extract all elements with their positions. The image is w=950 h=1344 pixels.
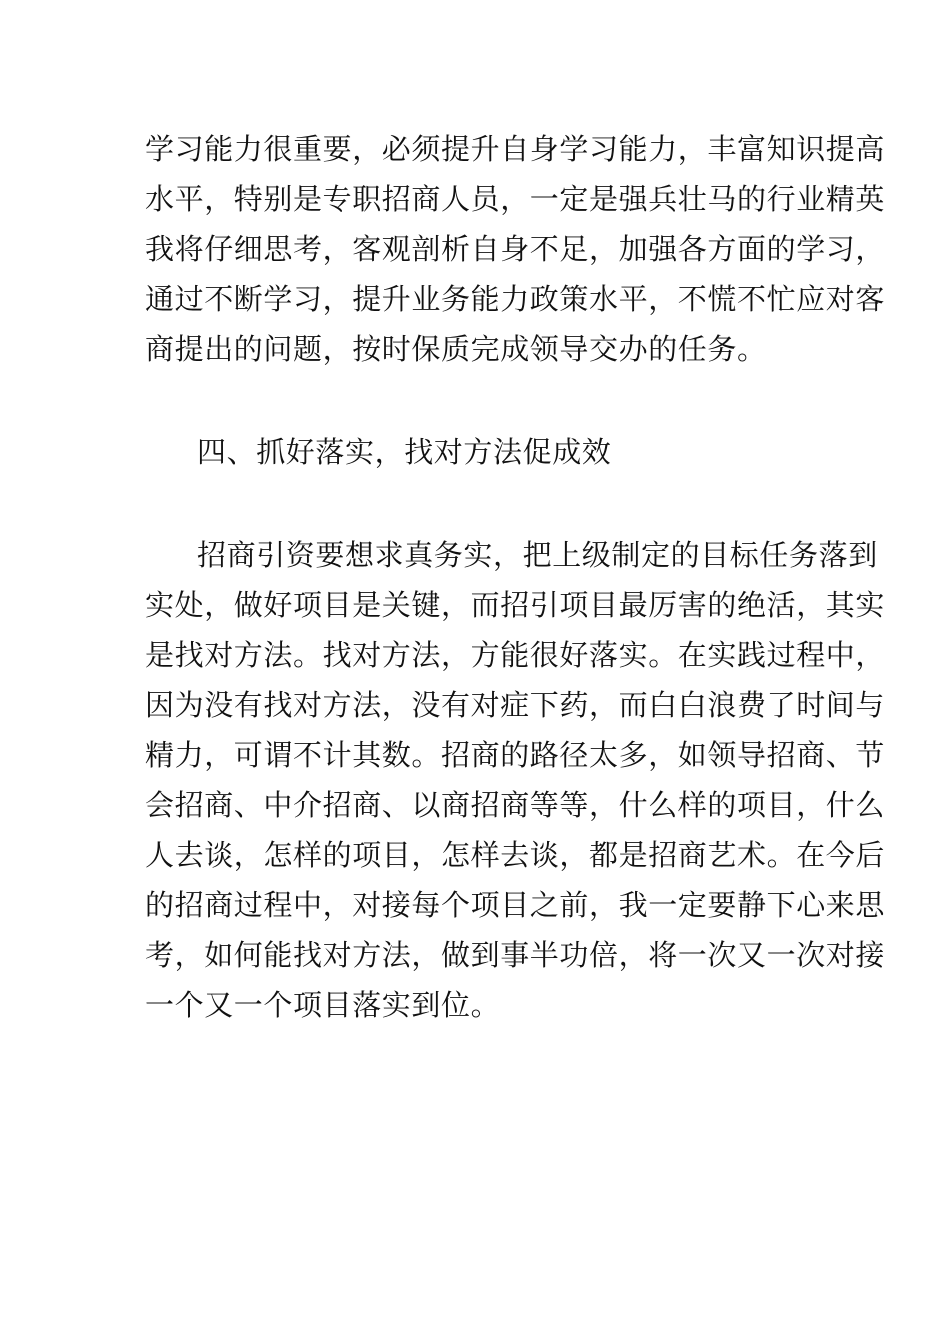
text-line: 招商引资要想求真务实，把上级制定的目标任务落到 [197, 538, 878, 572]
paragraph-learning [145, 124, 886, 374]
text-line: 因为没有找对方法，没有对症下药，而白白浪费了时间与 [145, 688, 886, 722]
text-line: 会招商、中介招商、以商招商等等，什么样的项目，什么 [145, 788, 886, 822]
document-page [145, 124, 886, 1030]
text-line: 商提出的问题，按时保质完成领导交办的任务。 [145, 332, 767, 366]
text-line: 的招商过程中，对接每个项目之前，我一定要静下心来思 [145, 888, 886, 922]
text-line: 人去谈，怎样的项目，怎样去谈，都是招商艺术。在今后 [145, 838, 886, 872]
text-line: 是找对方法。找对方法，方能很好落实。在实践过程中， [145, 638, 886, 672]
text-line: 通过不断学习，提升业务能力政策水平，不慌不忙应对客 [145, 282, 886, 316]
text-line: 精力，可谓不计其数。招商的路径太多，如领导招商、节 [145, 738, 886, 772]
text-line: 水平，特别是专职招商人员，一定是强兵壮马的行业精英 [145, 182, 886, 216]
section-heading-text: 四、抓好落实，找对方法促成效 [197, 435, 612, 469]
text-line: 一个又一个项目落实到位。 [145, 988, 501, 1022]
text-line: 实处，做好项目是关键，而招引项目最厉害的绝活，其实 [145, 588, 886, 622]
text-line: 考，如何能找对方法，做到事半功倍，将一次又一次对接 [145, 938, 886, 972]
section-heading [145, 427, 807, 477]
text-line: 我将仔细思考，客观剖析自身不足，加强各方面的学习， [145, 232, 886, 266]
text-line: 学习能力很重要，必须提升自身学习能力，丰富知识提高 [145, 132, 886, 166]
paragraph-methods [145, 530, 886, 1030]
